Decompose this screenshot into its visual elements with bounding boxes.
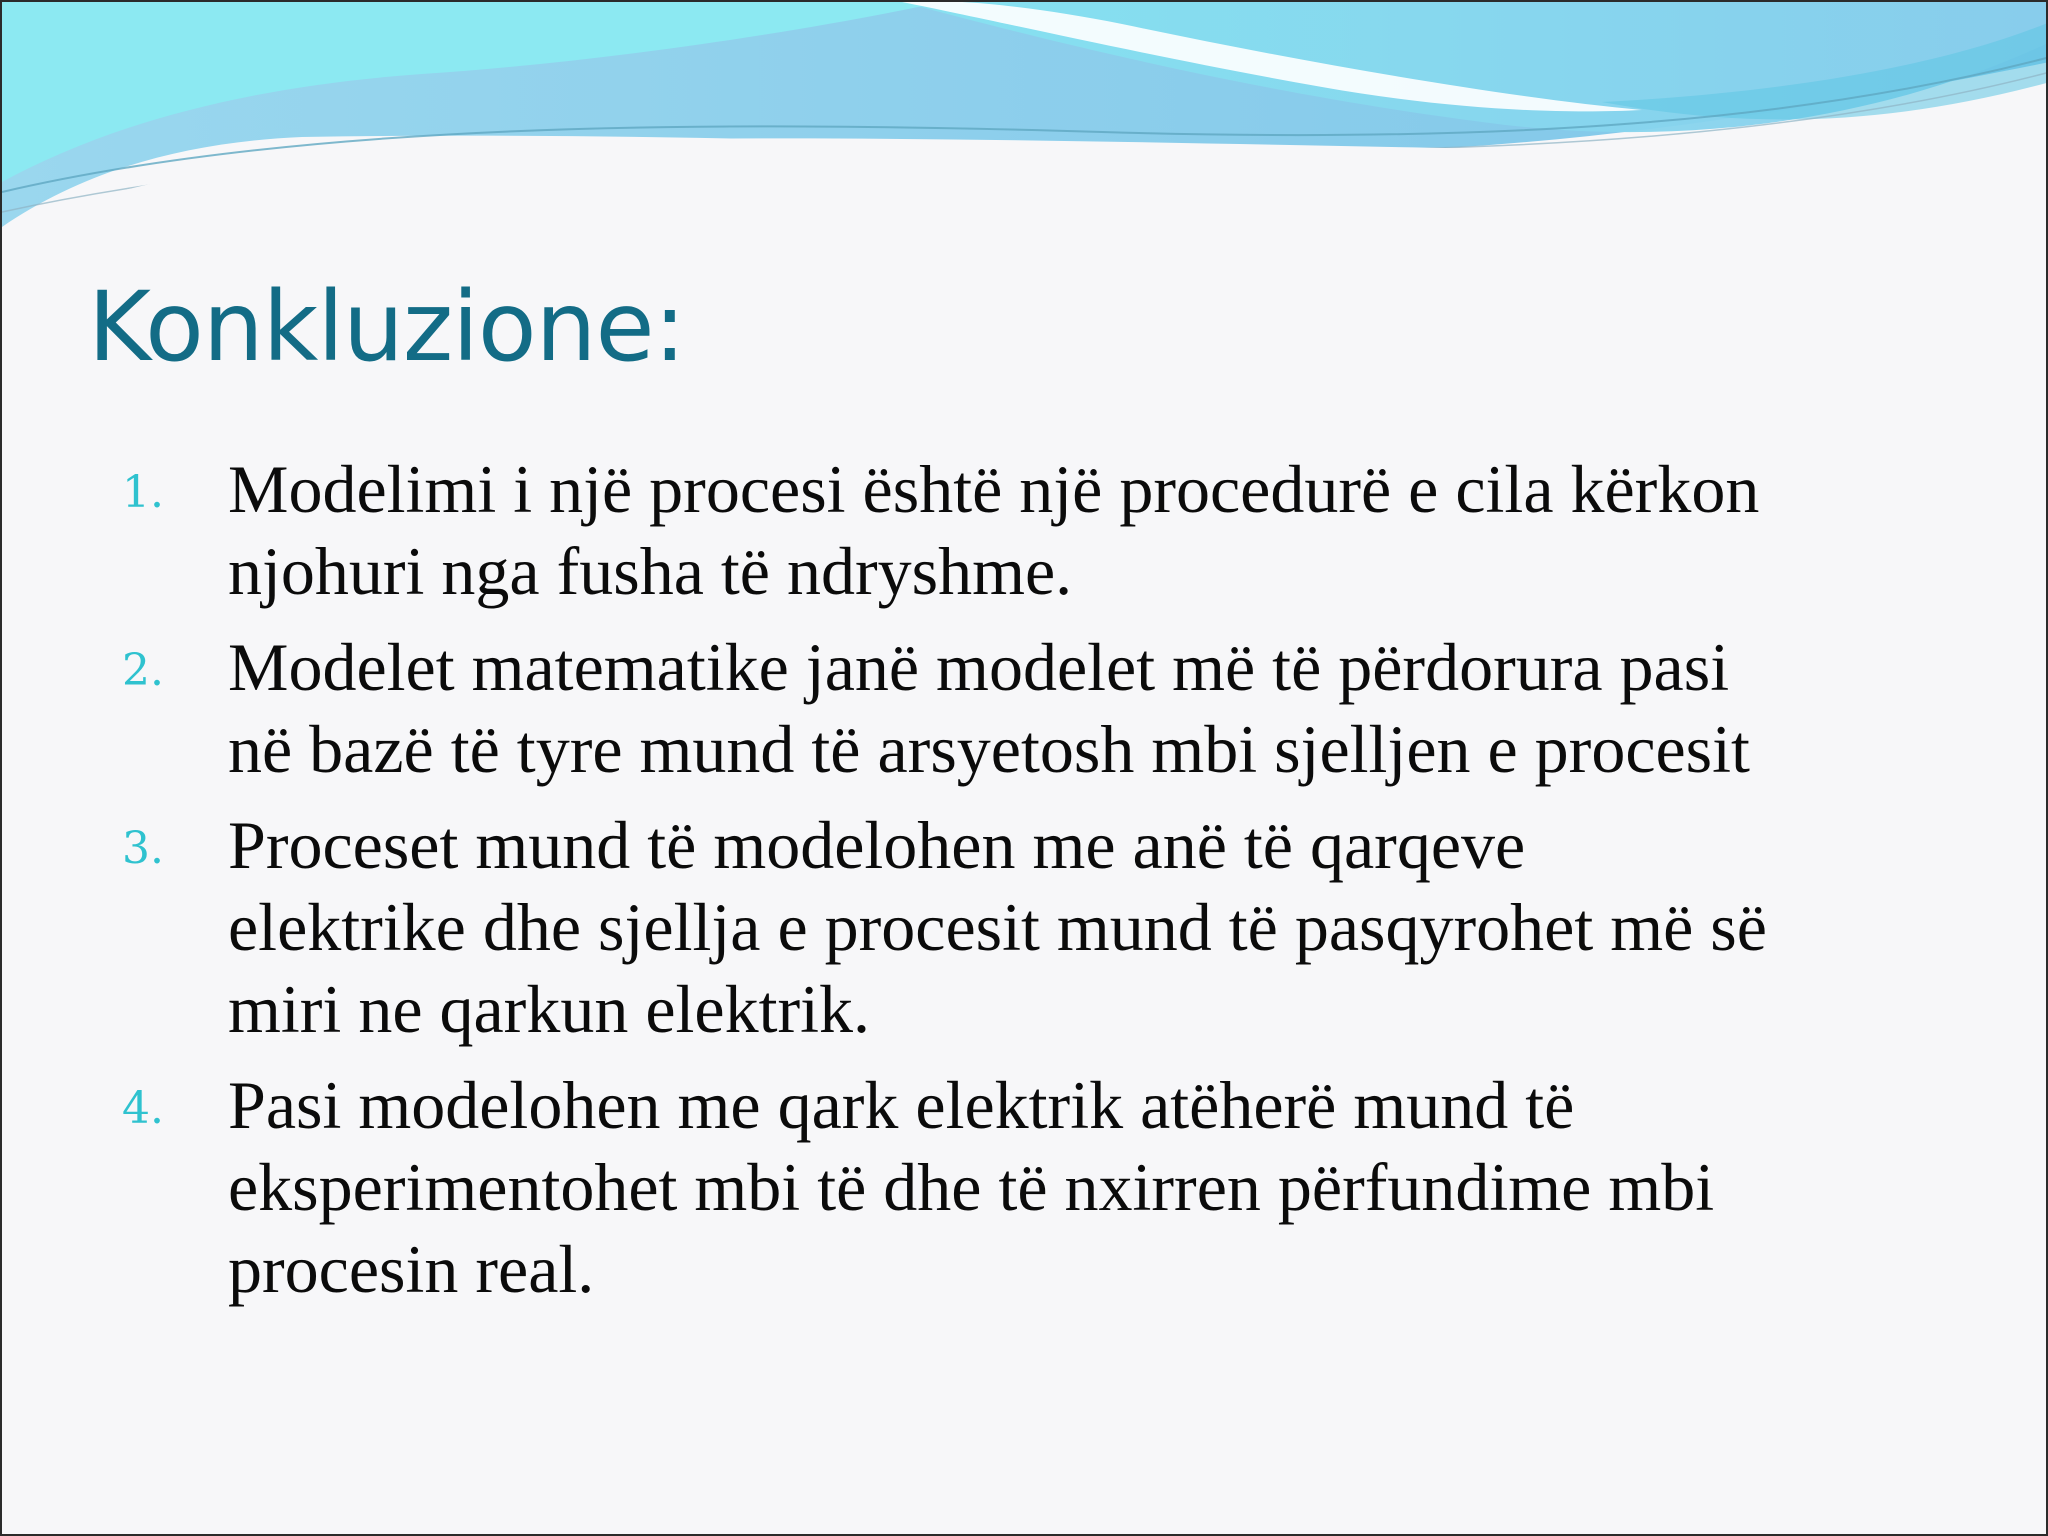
list-item <box>122 626 1922 790</box>
text-line: në bazë të tyre mund të arsyetosh mbi sjelljen e procesit <box>228 711 1750 787</box>
list-item <box>122 1064 1922 1310</box>
text-line: miri ne qarkun elektrik. <box>228 971 871 1047</box>
list-item-text <box>228 448 1922 612</box>
text-line: Pasi modelohen me qark elektrik atëherë mund të <box>228 1067 1575 1143</box>
text-line: elektrike dhe sjellja e procesit mund të pasqyrohet më së <box>228 889 1767 965</box>
text-line: njohuri nga fusha të ndryshme. <box>228 533 1073 609</box>
list-item-number: 1. <box>122 467 164 518</box>
text-line: Modelet matematike janë modelet më të përdorura pasi <box>228 629 1730 705</box>
text-line: procesin real. <box>228 1231 595 1307</box>
list-item-text <box>228 1064 1922 1310</box>
text-line: Proceset mund të modelohen me anë të qarqeve <box>228 807 1526 883</box>
list-item-text <box>228 804 1922 1050</box>
list-item <box>122 448 1922 612</box>
text-line: eksperimentohet mbi të dhe të nxirren përfundime mbi <box>228 1149 1715 1225</box>
slide-title: Konkluzione: <box>88 271 685 383</box>
wave-header-decoration <box>2 2 2048 242</box>
list-item <box>122 804 1922 1050</box>
list-item-number: 4. <box>122 1083 164 1134</box>
conclusion-list <box>122 448 1922 1324</box>
list-item-number: 3. <box>122 823 164 874</box>
list-item-number: 2. <box>122 645 164 696</box>
text-line: Modelimi i një procesi është një procedurë e cila kërkon <box>228 451 1760 527</box>
list-item-text <box>228 626 1922 790</box>
